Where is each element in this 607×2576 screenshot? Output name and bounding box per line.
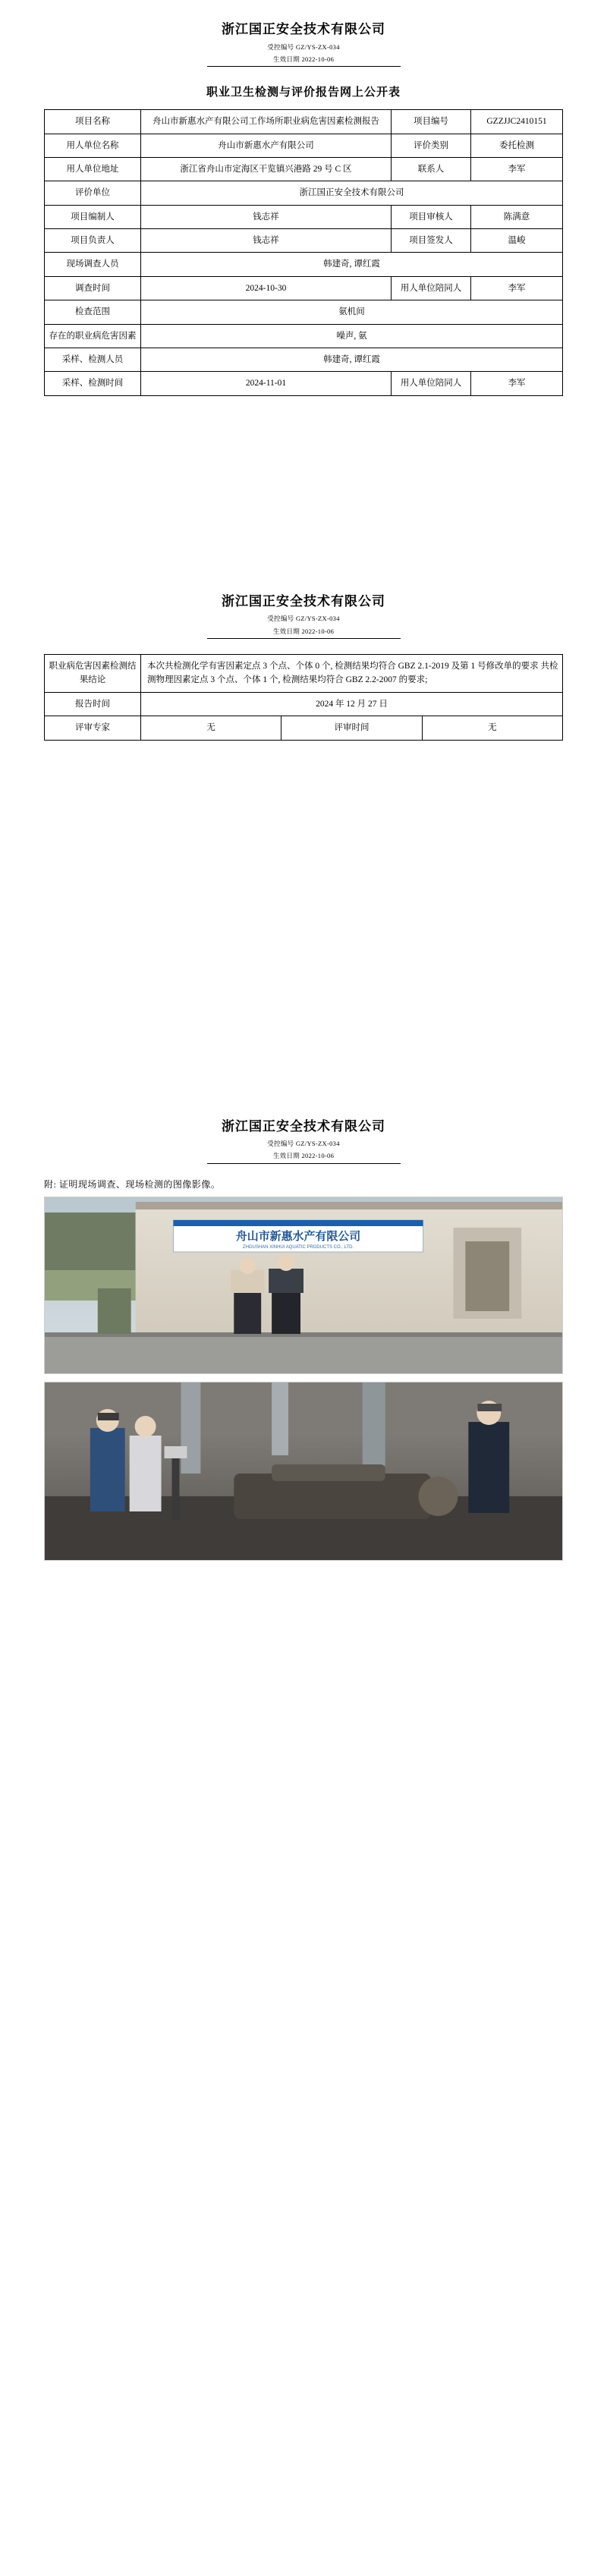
row-label-2: 评审时间 <box>281 716 422 740</box>
row-value-2: 温峻 <box>471 229 563 253</box>
row-label-2: 项目编号 <box>392 110 471 134</box>
main-info-table <box>44 109 563 396</box>
table-row <box>45 654 563 692</box>
row-label-2: 项目签发人 <box>392 229 471 253</box>
control-code: 受控编号 GZ/YS-ZX-034 <box>267 615 340 623</box>
document-header-3 <box>44 1097 563 1164</box>
row-value-2: 李军 <box>471 276 563 300</box>
row-label: 报告时间 <box>45 692 141 716</box>
row-label-2: 联系人 <box>392 157 471 181</box>
row-value: 浙江国正安全技术有限公司 <box>141 181 563 205</box>
row-value-2: 李军 <box>471 157 563 181</box>
header-divider <box>207 1163 401 1164</box>
page-1 <box>0 0 607 572</box>
row-value: 无 <box>141 716 281 740</box>
row-value: 2024-10-30 <box>141 276 392 300</box>
row-label: 用人单位地址 <box>45 157 141 181</box>
row-value-2: 无 <box>422 716 562 740</box>
table-row <box>45 324 563 348</box>
row-label-2: 评价类别 <box>392 134 471 157</box>
row-label: 现场调查人员 <box>45 253 141 276</box>
row-value: 2024 年 12 月 27 日 <box>141 692 563 716</box>
effective-date: 生效日期 2022-10-06 <box>272 627 335 635</box>
row-value-2: 委托检测 <box>471 134 563 157</box>
conclusion-table <box>44 654 563 741</box>
row-value: 浙江省舟山市定海区干览镇兴港路 29 号 C 区 <box>141 157 392 181</box>
row-value: 韩建奇, 谭红霞 <box>141 348 563 372</box>
document-header-2 <box>44 572 563 639</box>
row-label: 评审专家 <box>45 716 141 740</box>
table-row <box>45 134 563 157</box>
row-value: 氨机间 <box>141 300 563 324</box>
effective-date: 生效日期 2022-10-06 <box>272 55 335 63</box>
row-value: 本次共检测化学有害因素定点 3 个点、个体 0 个, 检测结果均符合 GBZ 2.1-2019 及第 1 号修改单的要求 共检测物理因素定点 3 个点、个体 1 个, 检测结果均符合 GBZ 2.2-2007 的要求; <box>141 654 563 692</box>
table-row <box>45 300 563 324</box>
row-value: 舟山市新惠水产有限公司工作场所职业病危害因素检测报告 <box>141 110 392 134</box>
form-title: 职业卫生检测与评价报告网上公开表 <box>206 86 401 99</box>
page-gap-3 <box>44 1568 563 1659</box>
table-row <box>45 692 563 716</box>
effective-date: 生效日期 2022-10-06 <box>272 1152 335 1160</box>
table-row <box>45 181 563 205</box>
header-divider <box>207 66 401 67</box>
attachment-note: 附: 证明现场调查、现场检测的图像影像。 <box>44 1178 221 1190</box>
row-value: 噪声, 氨 <box>141 324 563 348</box>
document-header-1 <box>44 0 563 67</box>
table-row <box>45 372 563 395</box>
table-row <box>45 110 563 134</box>
page-2 <box>0 572 607 1097</box>
control-code: 受控编号 GZ/YS-ZX-034 <box>267 42 340 51</box>
table-row <box>45 205 563 228</box>
table-row <box>45 253 563 276</box>
row-label: 检查范围 <box>45 300 141 324</box>
row-label: 采样、检测时间 <box>45 372 141 395</box>
svg-text:ZHOUSHAN XINHUI AQUATIC PRODUC: ZHOUSHAN XINHUI AQUATIC PRODUCTS CO., LTD. <box>242 1244 354 1250</box>
table-row <box>45 276 563 300</box>
row-value-2: 李军 <box>471 372 563 395</box>
row-value: 2024-11-01 <box>141 372 392 395</box>
row-label: 职业病危害因素检测结果结论 <box>45 654 141 692</box>
row-label-2: 用人单位陪同人 <box>392 372 471 395</box>
site-survey-photo-image <box>45 1197 562 1373</box>
page-gap-2 <box>44 741 563 1097</box>
site-survey-photo <box>44 1197 563 1374</box>
control-code: 受控编号 GZ/YS-ZX-034 <box>267 1140 340 1147</box>
table-row <box>45 229 563 253</box>
table-row <box>45 157 563 181</box>
table-row <box>45 348 563 372</box>
company-title: 浙江国正安全技术有限公司 <box>222 1118 385 1134</box>
row-value: 钱志祥 <box>141 205 392 228</box>
page-3 <box>0 1097 607 1659</box>
row-value: 钱志祥 <box>141 229 392 253</box>
site-testing-photo <box>44 1382 563 1561</box>
row-value-2: 陈满意 <box>471 205 563 228</box>
row-label-2: 项目审核人 <box>392 205 471 228</box>
row-label: 存在的职业病危害因素 <box>45 324 141 348</box>
company-title: 浙江国正安全技术有限公司 <box>222 22 385 36</box>
page-gap-1 <box>44 396 563 572</box>
row-value: 韩建奇, 谭红霞 <box>141 253 563 276</box>
row-label: 采样、检测人员 <box>45 348 141 372</box>
company-title: 浙江国正安全技术有限公司 <box>222 593 385 609</box>
row-label: 评价单位 <box>45 181 141 205</box>
row-label-2: 用人单位陪同人 <box>392 276 471 300</box>
row-label: 项目编制人 <box>45 205 141 228</box>
row-value-2: GZZJJC2410151 <box>471 110 563 134</box>
svg-text:舟山市新惠水产有限公司: 舟山市新惠水产有限公司 <box>235 1229 361 1243</box>
table-row <box>45 716 563 740</box>
row-value: 舟山市新惠水产有限公司 <box>141 134 392 157</box>
row-label: 项目负责人 <box>45 229 141 253</box>
row-label: 项目名称 <box>45 110 141 134</box>
row-label: 调查时间 <box>45 276 141 300</box>
site-testing-photo-image <box>45 1382 562 1560</box>
row-label: 用人单位名称 <box>45 134 141 157</box>
header-divider <box>207 638 401 639</box>
